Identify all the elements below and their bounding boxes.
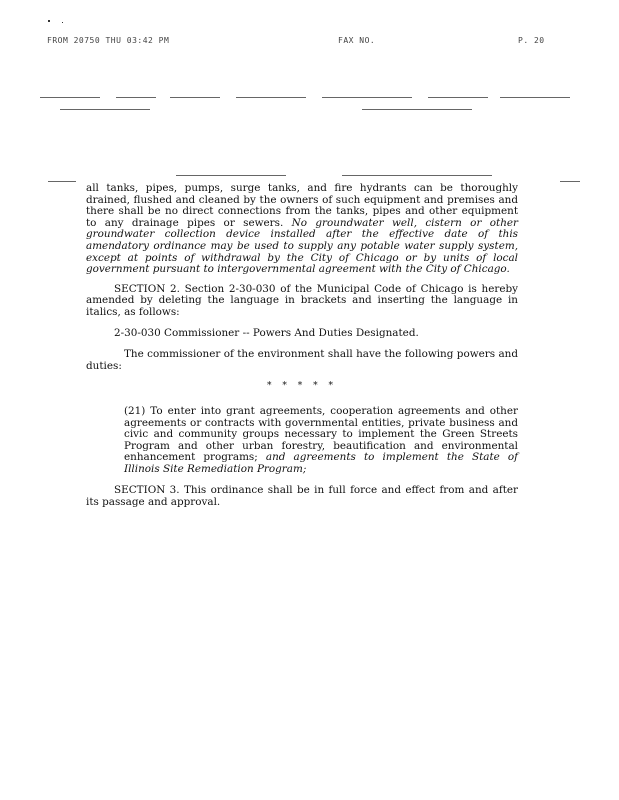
scan-line-artifact xyxy=(500,97,570,98)
scan-speck xyxy=(62,22,63,23)
scan-speck xyxy=(48,20,50,22)
scan-line-artifact xyxy=(342,175,492,176)
groundwater-italic-text: No groundwater well, cistern or other groundwater collection device installed after the effective date of this amendatory ordinance may be used to supply any potable water supply system, except at points of withdrawal by the City of Chicago or by units of local government pursuant to intergovernmental agreement with the City of Chicago. xyxy=(86,216,519,276)
item-21-plain-text: (21) To enter into grant agreements, cooperation agreements and other agreements or contracts with governmental entities, private business and civic and community groups necessary to implement the Green Streets Program and other urban forestry, beautification and environmental enhancement programs; xyxy=(124,404,518,464)
scan-line-artifact xyxy=(362,109,472,110)
scan-line-artifact xyxy=(176,175,286,176)
fax-header-page: P. 20 xyxy=(518,36,545,45)
groundwater-paragraph xyxy=(86,183,518,276)
scan-line-artifact xyxy=(116,97,156,98)
fax-header xyxy=(0,36,619,50)
scan-line-artifact xyxy=(170,97,220,98)
scan-line-artifact xyxy=(48,181,76,182)
item-21-italic-text: and agreements to implement the State of Illinois Site Remediation Program; xyxy=(124,451,519,475)
scan-line-artifact xyxy=(60,109,150,110)
code-section-heading: 2-30-030 Commissioner -- Powers And Duties Designated. xyxy=(114,326,419,339)
scan-line-artifact xyxy=(40,97,100,98)
document-body xyxy=(86,183,518,509)
omission-stars: * * * * * xyxy=(267,381,337,392)
groundwater-plain-text: all tanks, pipes, pumps, surge tanks, and fire hydrants can be thoroughly drained, flushed and cleaned by the owners of such equipment and premises and there shall be no direct connections from the tanks, pipes and other equipment to any drainage pipes or sewers. xyxy=(86,182,518,229)
section-3-paragraph: SECTION 3. This ordinance shall be in full force and effect from and after its passage and approval. xyxy=(86,484,518,509)
scan-line-artifact xyxy=(236,97,306,98)
scan-line-artifact xyxy=(322,97,412,98)
fax-header-sender: FROM 20750 THU 03:42 PM xyxy=(47,36,170,45)
section-2-paragraph: SECTION 2. Section 2-30-030 of the Municipal Code of Chicago is hereby amended by deleting the language in brackets and inserting the language in italics, as follows: xyxy=(86,282,518,318)
duties-paragraph: The commissioner of the environment shall have the following powers and duties: xyxy=(86,348,518,372)
fax-header-fax-number: FAX NO. xyxy=(338,36,376,45)
scan-line-artifact xyxy=(560,181,580,182)
item-21-paragraph xyxy=(86,406,518,476)
scan-line-artifact xyxy=(428,97,488,98)
